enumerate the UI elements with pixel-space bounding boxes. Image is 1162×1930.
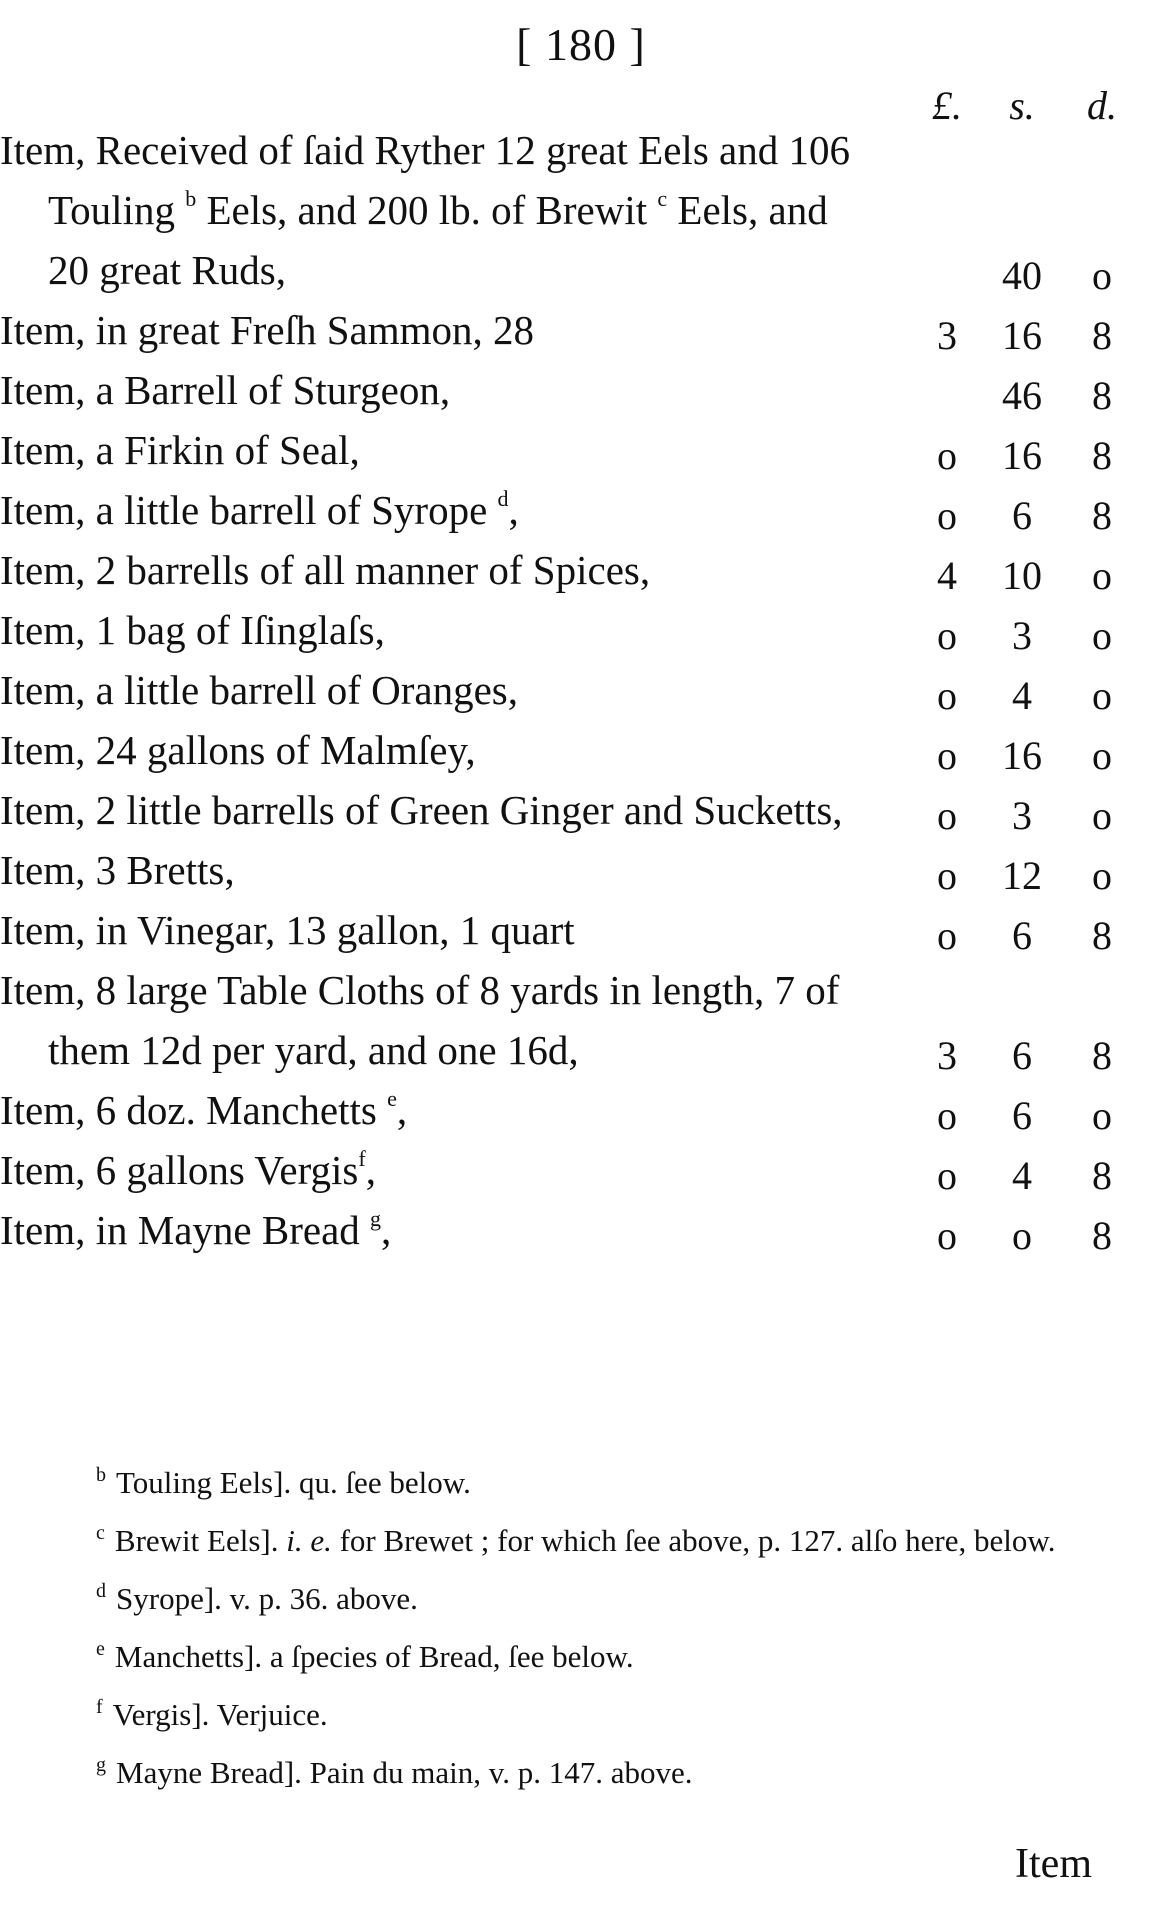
entry-amount	[912, 786, 1142, 846]
account-entry	[0, 120, 1162, 300]
amount-pence: o	[1092, 853, 1112, 898]
account-entry	[0, 1080, 1162, 1140]
amount-pounds: 4	[937, 553, 957, 598]
entry-text	[0, 120, 860, 300]
entry-text	[0, 960, 860, 1080]
account-entry	[0, 900, 1162, 960]
entry-text	[0, 780, 860, 840]
pounds-header: £.	[932, 83, 962, 128]
footnote-text: Touling Eels]. qu. ſee below.	[116, 1465, 471, 1500]
entry-text-part: Eels, and 200 lb. of Brewit	[196, 187, 658, 233]
entry-amount	[912, 1146, 1142, 1206]
entry-text-part: Item, 3 Bretts,	[0, 847, 235, 893]
account-entry	[0, 960, 1162, 1080]
account-entry	[0, 1200, 1162, 1260]
account-entry	[0, 840, 1162, 900]
amount-shillings: 16	[1002, 313, 1042, 358]
account-entry	[0, 420, 1162, 480]
entry-text	[0, 900, 860, 960]
entry-amount	[912, 1086, 1142, 1146]
entry-text	[0, 420, 860, 480]
amount-shillings: o	[1012, 1213, 1032, 1258]
entry-text	[0, 1200, 860, 1260]
amount-pence: 8	[1092, 493, 1112, 538]
amount-pounds: o	[937, 433, 957, 478]
entry-text	[0, 720, 860, 780]
amount-pence: 8	[1092, 1153, 1112, 1198]
entry-text	[0, 300, 860, 360]
account-entry	[0, 600, 1162, 660]
amount-shillings: 3	[1012, 793, 1032, 838]
account-entry	[0, 300, 1162, 360]
footnote-italic: i. e.	[286, 1523, 332, 1558]
entry-text-part: Item, 2 little barrells of Green Ginger and Sucketts,	[0, 787, 843, 833]
footnote	[56, 1450, 1106, 1508]
entry-amount	[912, 846, 1142, 906]
amount-pounds: 3	[937, 313, 957, 358]
account-entry	[0, 540, 1162, 600]
amount-pence: o	[1092, 673, 1112, 718]
footnote-mark: c	[96, 1522, 105, 1544]
amount-pounds: o	[937, 1153, 957, 1198]
footnote	[56, 1566, 1106, 1624]
footnote-reference: b	[185, 186, 197, 211]
page-number: [ 180 ]	[516, 19, 646, 70]
amount-pounds: o	[937, 1213, 957, 1258]
amount-shillings: 46	[1002, 373, 1042, 418]
entry-text	[0, 540, 860, 600]
footnote-text: Brewit Eels].	[114, 1523, 287, 1558]
footnote-reference: e	[387, 1086, 397, 1111]
amount-pence: o	[1092, 253, 1112, 298]
amount-pence: 8	[1092, 1033, 1112, 1078]
amount-pence: o	[1092, 613, 1112, 658]
entry-amount	[912, 246, 1142, 306]
amount-pence: o	[1092, 793, 1112, 838]
account-entry	[0, 1140, 1162, 1200]
entry-text-part: Item, a Firkin of Seal,	[0, 427, 360, 473]
amount-shillings: 12	[1002, 853, 1042, 898]
amount-shillings: 6	[1012, 1093, 1032, 1138]
amount-pence: o	[1092, 553, 1112, 598]
footnote-text-rest: for Brewet ; for which ſee above, p. 127. alſo here, below.	[331, 1523, 1056, 1558]
footnote-mark: e	[96, 1638, 105, 1660]
amount-shillings: 40	[1002, 253, 1042, 298]
footnote-reference: f	[358, 1146, 366, 1171]
footnote-text: Syrope]. v. p. 36. above.	[116, 1581, 418, 1616]
amount-pounds: o	[937, 853, 957, 898]
footnote-mark: f	[96, 1696, 103, 1718]
amount-shillings: 10	[1002, 553, 1042, 598]
entry-text-part: Item, 2 barrells of all manner of Spices,	[0, 547, 651, 593]
amount-shillings: 4	[1012, 1153, 1032, 1198]
entry-text-part: ,	[396, 1087, 408, 1133]
amount-pence: o	[1092, 733, 1112, 778]
entry-amount	[912, 666, 1142, 726]
amount-pence: 8	[1092, 373, 1112, 418]
amount-pence: 8	[1092, 1213, 1112, 1258]
footnote-reference: d	[497, 486, 509, 511]
catchword: Item	[1015, 1841, 1092, 1887]
amount-shillings: 16	[1002, 433, 1042, 478]
amount-pounds: o	[937, 913, 957, 958]
amount-pence: o	[1092, 1093, 1112, 1138]
entry-text	[0, 1140, 860, 1200]
entry-text	[0, 660, 860, 720]
entry-amount	[912, 426, 1142, 486]
entry-amount	[912, 606, 1142, 666]
account-entry	[0, 720, 1162, 780]
entry-amount	[912, 366, 1142, 426]
footnote-reference: g	[370, 1206, 382, 1231]
entry-text-part: ,	[381, 1207, 392, 1253]
entry-text-part: Item, a little barrell of Syrope	[0, 487, 498, 533]
entry-text-part: Item, 6 gallons Vergis	[0, 1147, 359, 1193]
footnote	[56, 1682, 1106, 1740]
footnote-mark: g	[96, 1754, 106, 1776]
shillings-header: s.	[1009, 83, 1035, 128]
entry-amount	[912, 1206, 1142, 1266]
entry-text-part: Item, in Mayne Bread	[0, 1207, 371, 1253]
entry-text	[0, 480, 860, 540]
entry-text-part: ,	[365, 1147, 376, 1193]
amount-pounds	[912, 246, 982, 306]
footnote	[56, 1740, 1106, 1798]
entry-amount	[912, 906, 1142, 966]
footnote-text: Manchetts]. a ſpecies of Bread, ſee below.	[114, 1639, 634, 1674]
account-entry	[0, 480, 1162, 540]
amount-shillings: 6	[1012, 913, 1032, 958]
account-entry	[0, 780, 1162, 840]
footnote-mark: d	[96, 1580, 106, 1602]
amount-pence: 8	[1092, 433, 1112, 478]
entry-text	[0, 360, 860, 420]
entry-text	[0, 600, 860, 660]
amount-pounds: o	[937, 493, 957, 538]
entry-text-part: Item, 6 doz. Manchetts	[0, 1087, 388, 1133]
amount-shillings: 6	[1012, 493, 1032, 538]
entry-amount	[912, 726, 1142, 786]
amount-pounds: o	[937, 1093, 957, 1138]
pence-header: d.	[1087, 83, 1117, 128]
entry-text-part: Item, 24 gallons of Malmſey,	[0, 727, 476, 773]
entry-text	[0, 1080, 860, 1140]
amount-shillings: 16	[1002, 733, 1042, 778]
amount-pounds: o	[937, 613, 957, 658]
amount-shillings: 4	[1012, 673, 1032, 718]
amount-pounds: o	[937, 793, 957, 838]
entry-text-part: Item, 8 large Table Cloths of 8 yards in length, 7 of them 12d per yard, and one 16d,	[0, 967, 840, 1073]
amount-shillings: 6	[1012, 1033, 1032, 1078]
amount-pence: 8	[1092, 913, 1112, 958]
account-entries	[0, 120, 1162, 1260]
amount-shillings: 3	[1012, 613, 1032, 658]
footnote-text: Vergis]. Verjuice.	[112, 1697, 328, 1732]
entry-text-part: Item, a Barrell of Sturgeon,	[0, 367, 451, 413]
entry-text-part: Item, a little barrell of Oranges,	[0, 667, 518, 713]
entry-text	[0, 840, 860, 900]
entry-amount	[912, 1026, 1142, 1086]
entry-text-part: Item, 1 bag of Iſinglaſs,	[0, 607, 385, 653]
amount-pence: 8	[1092, 313, 1112, 358]
amount-pounds: o	[937, 673, 957, 718]
entry-text-part: ,	[508, 487, 519, 533]
entry-amount	[912, 546, 1142, 606]
amount-pounds	[912, 366, 982, 426]
footnote	[56, 1624, 1106, 1682]
footnote-reference: c	[657, 186, 668, 211]
footnote-text: Mayne Bread]. Pain du main, v. p. 147. above.	[116, 1755, 693, 1790]
entry-text-part: Item, in great Freſh Sammon, 28	[0, 307, 535, 353]
entry-text-part: Item, Received of ſaid Ryther 12 great Eels and 106 Touling	[0, 127, 850, 233]
entry-amount	[912, 306, 1142, 366]
account-entry	[0, 660, 1162, 720]
footnote	[56, 1508, 1106, 1566]
footnote-mark: b	[96, 1464, 106, 1486]
entry-text-part: Eels, and 20 great Ruds,	[48, 187, 828, 293]
amount-pounds: 3	[937, 1033, 957, 1078]
footnotes	[56, 1450, 1106, 1798]
amount-pounds: o	[937, 733, 957, 778]
entry-amount	[912, 486, 1142, 546]
entry-text-part: Item, in Vinegar, 13 gallon, 1 quart	[0, 907, 575, 953]
account-entry	[0, 360, 1162, 420]
